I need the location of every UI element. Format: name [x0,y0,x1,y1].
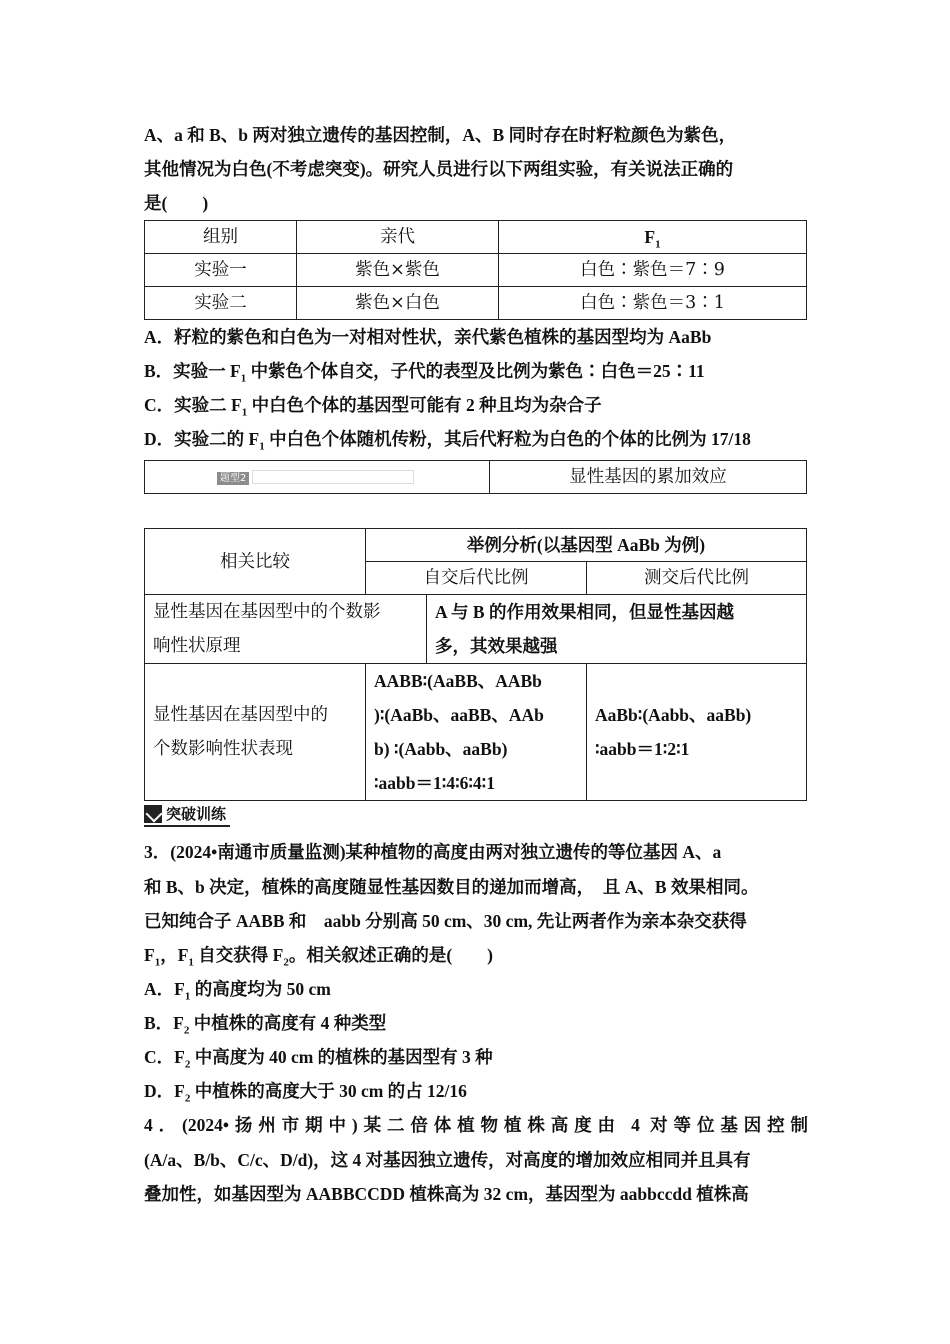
intro-paragraph [144,118,808,220]
q3-option-a: A．$F_1$ 的高度均为 50 cm [144,979,331,1003]
q3-line: 3．(2024•南通市质量监测)某种植物的高度由两对独立遗传的等位基因 A、a [144,842,722,863]
header-test-cross: 测交后代比例 [587,562,807,595]
principle-label: 显性基因在基因型中的个数影 响性状原理 [145,595,427,664]
q3-line: 和 B、b 决定，植株的高度随显性基因数目的递加而增高， 且 A、B 效果相同。 [144,877,759,897]
header-example: 举例分析(以基因型 AaBb 为例) [366,529,807,562]
training-header [144,801,808,835]
expression-label: 显性基因在基因型中的 个数影响性状表现 [145,664,366,801]
option-d: D．实验二的 $F_1$ 中白色个体随机传粉，其后代籽粒为白色的个体的比例为 17/18 [144,429,751,453]
question-3 [144,835,808,1108]
test-cross-ratio: AaBb∶(Aabb、aaBb) ∶aabb＝1∶2∶1 [587,664,807,801]
q4-line: (A/a、B/b、C/c、D/d)，这 4 对基因独立遗传，对高度的增加效应相同并且具有 [144,1150,751,1170]
q3-line: 已知纯合子 AABB 和 aabb 分别高 50 cm、30 cm, 先让两者作为亲本杂交获得 [144,911,747,931]
option-b: B．实验一 $F_1$ 中紫色个体自交，子代的表型及比例为紫色∶白色＝25∶11 [144,361,705,385]
section-tag-cell [145,461,490,494]
table-cell: 白色∶紫色＝3∶1 [499,287,807,320]
table-cell: 实验二 [145,287,297,320]
table-row [145,664,807,801]
intro-line: 是( ) [144,193,209,213]
options-block [144,320,808,456]
option-c: C．实验二 $F_1$ 中白色个体的基因型可能有 2 种且均为杂合子 [144,395,602,419]
section-tag-box [252,470,414,484]
q4-line: 4．(2024•扬州市期中)某二倍体植物植株高度由 4 对等位基因控制 [144,1115,809,1136]
section-header [144,460,807,494]
self-cross-ratio: AABB∶(AaBB、AABb )∶(AaBb、aaBB、AAb b) ∶(Aabb、aaBb) ∶aabb＝1∶4∶6∶4∶1 [366,664,587,801]
intro-line: 其他情况为白色(不考虑突变)。研究人员进行以下两组实验，有关说法正确的 [144,159,734,179]
section-tag: 题型2 [217,472,249,485]
q3-option-d: D．$F_2$ 中植株的高度大于 30 cm 的占 12/16 [144,1081,467,1105]
principle-text: A 与 B 的作用效果相同，但显性基因越 多，其效果越强 [427,595,807,664]
table-header-row [145,221,807,254]
q3-option-c: C．$F_2$ 中高度为 40 cm 的植株的基因型有 3 种 [144,1047,493,1071]
header-self-cross: 自交后代比例 [366,562,587,595]
table-row [145,254,807,287]
intro-line: A、a 和 B、b 两对独立遗传的基因控制，A、B 同时存在时籽粒颜色为紫色， [144,125,737,145]
q4-line: 叠加性，如基因型为 AABBCCDD 植株高为 32 cm，基因型为 aabbccdd 植株高 [144,1184,749,1204]
header-parent: 亲代 [297,221,499,254]
comparison-table [144,528,807,801]
table-row [145,595,807,664]
table-cell: 紫色×紫色 [297,254,499,287]
table-cell: 紫色×白色 [297,287,499,320]
experiment-table [144,220,807,320]
document-page [144,118,808,1211]
pencil-icon [144,805,162,823]
option-a: A．籽粒的紫色和白色为一对相对性状，亲代紫色植株的基因型均为 AaBb [144,327,712,347]
q3-line: $F_1$，$F_1$ 自交获得 $F_2$。相关叙述正确的是( ) [144,945,494,969]
table-row [145,287,807,320]
section-title: 显性基因的累加效应 [490,461,807,494]
header-group: 组别 [145,221,297,254]
question-4 [144,1108,808,1211]
table-cell: 白色∶紫色＝7∶9 [499,254,807,287]
table-cell: 实验一 [145,254,297,287]
training-label: 突破训练 [166,805,227,823]
q3-option-b: B．$F_2$ 中植株的高度有 4 种类型 [144,1013,387,1037]
header-f1: $F_1$ [499,221,807,254]
header-compare: 相关比较 [145,529,366,595]
